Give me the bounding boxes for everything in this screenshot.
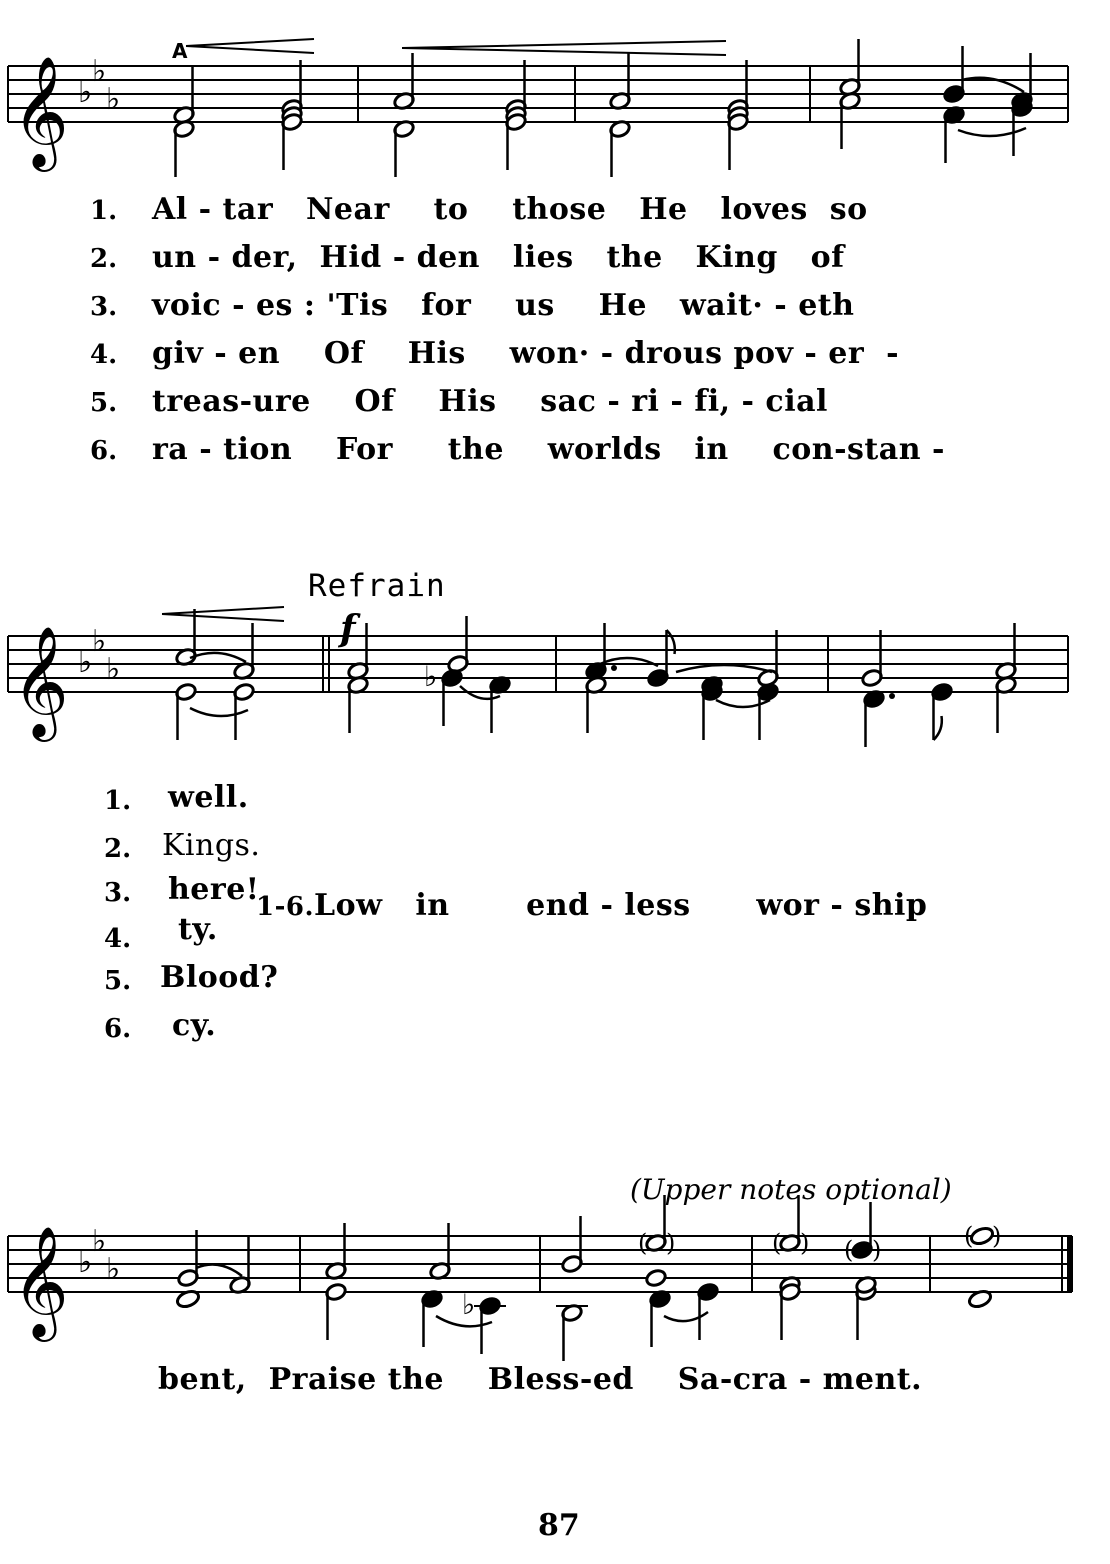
decrescendo-hairpin (162, 607, 284, 621)
parenthesis: ( (772, 1229, 782, 1257)
lyric-line-system-3: bent, Praise the Bless-ed Sa-cra - ment. (158, 1362, 923, 1397)
slur (676, 665, 772, 672)
slur (716, 700, 770, 707)
verse-number: 4. (104, 924, 132, 954)
flat-key-signature-icon: ♭ (92, 1224, 107, 1259)
half-note (609, 119, 632, 177)
decrescendo-hairpin (402, 41, 726, 55)
half-note (347, 623, 370, 681)
verse-number: 1. (90, 196, 118, 226)
verse-number: 2. (90, 244, 118, 274)
staff-system-2 (0, 590, 1110, 790)
half-note (429, 1223, 452, 1281)
verse-number: 5. (90, 388, 118, 418)
half-note (772, 1195, 809, 1257)
verse-number: 1. (104, 786, 132, 816)
final-barline (1067, 1236, 1073, 1292)
quarter-note (844, 1202, 881, 1264)
staff-system-3 (0, 1190, 1110, 1390)
upper-notes-direction: (Upper notes optional) (630, 1173, 952, 1206)
half-note (638, 1195, 675, 1257)
half-note (173, 67, 196, 125)
verse-ending-word: Kings. (162, 828, 261, 863)
quarter-note (585, 623, 617, 681)
augmentation-dot (611, 665, 617, 671)
half-note (757, 630, 780, 688)
decrescendo-hairpin (186, 39, 314, 53)
slur (958, 128, 1026, 136)
dynamic-forte: f (340, 608, 356, 650)
flat-key-signature-icon: ♭ (92, 54, 107, 89)
flat-key-signature-icon: ♭ (92, 624, 107, 659)
quarter-note (943, 46, 966, 104)
half-note (995, 623, 1018, 681)
whole-note (964, 1222, 1001, 1250)
half-note (609, 53, 632, 111)
half-note (561, 1216, 584, 1274)
slur (196, 1264, 242, 1276)
flat-accidental-icon: ♭ (462, 1288, 476, 1321)
lyric-line-1: Al - tar Near to those He loves so (152, 192, 868, 227)
quarter-note (647, 630, 675, 688)
half-note (173, 119, 196, 177)
slur (190, 653, 246, 662)
half-note (645, 1268, 668, 1288)
quarter-note (863, 689, 895, 747)
verse-ending-word: cy. (172, 1008, 217, 1043)
half-note (233, 623, 256, 681)
half-note (505, 112, 528, 170)
lyric-line-5: treas-ure Of His sac - ri - fi, - cial (152, 384, 828, 419)
verse-number: 3. (104, 878, 132, 908)
treble-clef-icon: 𝄞 (12, 625, 69, 737)
verse-number: 6. (104, 1014, 132, 1044)
flat-accidental-icon: ♭ (424, 660, 438, 693)
parenthesis: ) (666, 1229, 676, 1257)
flat-key-signature-icon: ♭ (106, 652, 121, 687)
lyric-line-6: ra - tion For the worlds in con-stan - (152, 432, 945, 467)
verse-ending-word: ty. (178, 912, 218, 947)
treble-clef-icon: 𝄞 (12, 1225, 69, 1337)
flat-key-signature-icon: ♭ (78, 645, 93, 680)
verse-ending-word: well. (168, 780, 249, 815)
quarter-note (462, 1288, 506, 1354)
half-note (556, 1303, 588, 1361)
quarter-note (697, 1282, 720, 1340)
parenthesis: ( (638, 1229, 648, 1257)
quarter-note (943, 105, 966, 163)
half-note (281, 112, 304, 170)
verse-number: 5. (104, 966, 132, 996)
page-number: 87 (538, 1508, 580, 1543)
treble-clef-icon: 𝄞 (12, 55, 69, 167)
staff-system-1 (0, 20, 1110, 220)
half-note (177, 1230, 200, 1288)
parenthesis: ( (964, 1222, 974, 1250)
verse-number: 2. (104, 834, 132, 864)
accent-mark: A (172, 39, 188, 63)
flat-key-signature-icon: ♭ (78, 1245, 93, 1280)
flat-key-signature-icon: ♭ (78, 75, 93, 110)
half-note (727, 112, 750, 170)
refrain-lyric-line: 1-6.Low in end - less wor - ship (256, 888, 928, 923)
half-note (347, 675, 370, 733)
lyric-line-4: giv - en Of His won· - drous pov - er - (152, 336, 900, 371)
half-note (229, 1237, 252, 1295)
slur (190, 708, 248, 716)
half-note (779, 1282, 802, 1340)
half-note (325, 1282, 348, 1340)
half-note (325, 1223, 348, 1281)
parenthesis: ( (844, 1236, 854, 1264)
parenthesis: ) (872, 1236, 882, 1264)
verse-number: 6. (90, 436, 118, 466)
half-note (585, 675, 608, 733)
quarter-note (757, 682, 780, 740)
verse-number: 4. (90, 340, 118, 370)
half-note (995, 675, 1018, 733)
lyric-line-3: voic - es : 'Tis for us He wait· - eth (152, 288, 855, 323)
quarter-note (1011, 98, 1034, 156)
lyric-line-2: un - der, Hid - den lies the King of (152, 240, 845, 275)
flat-key-signature-icon: ♭ (106, 82, 121, 117)
half-note (393, 53, 416, 111)
half-note (861, 630, 884, 688)
quarter-note (489, 675, 512, 733)
half-note (175, 609, 198, 667)
half-note (839, 91, 862, 149)
slur (664, 1312, 708, 1321)
augmentation-dot (889, 693, 895, 699)
half-note (393, 119, 416, 177)
verse-ending-word: here! (168, 872, 260, 907)
half-note (839, 39, 862, 97)
parenthesis: ) (800, 1229, 810, 1257)
notehead (645, 1268, 668, 1288)
verse-number: 3. (90, 292, 118, 322)
quarter-note (931, 682, 954, 740)
half-note (447, 616, 470, 674)
parenthesis: ) (992, 1222, 1002, 1250)
refrain-label: Refrain (308, 568, 446, 604)
flat-key-signature-icon: ♭ (106, 1252, 121, 1287)
verse-ending-word: Blood? (160, 960, 279, 995)
